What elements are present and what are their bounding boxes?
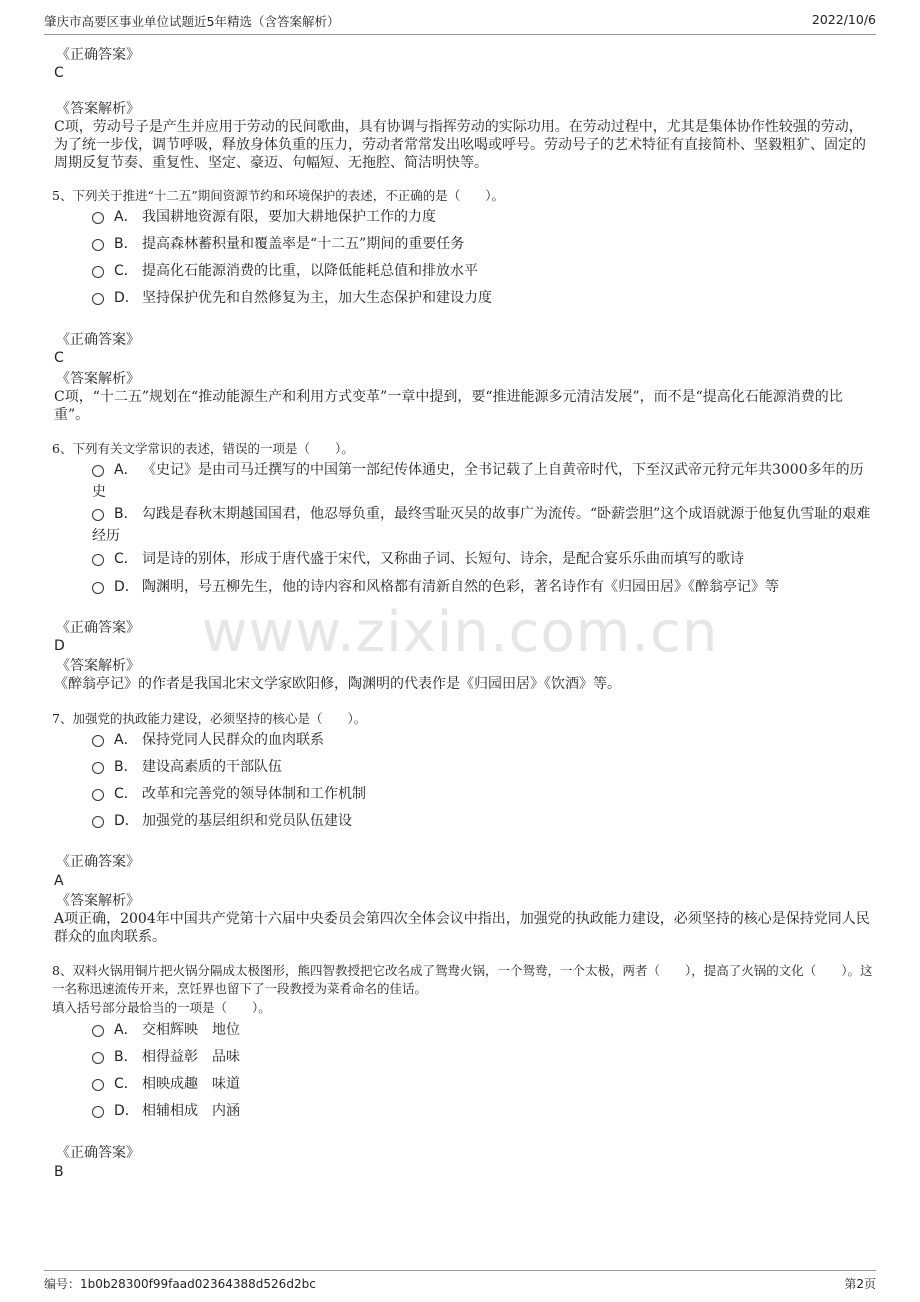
radio-icon[interactable] [92,762,104,774]
radio-icon[interactable] [92,239,104,251]
answer-label: 《正确答案》 [56,854,140,870]
option-b[interactable]: B． 勾践是春秋末期越国国君，他忍辱负重，最终雪耻灭吴的故事广为流传。“卧薪尝胆”这个成语就源于他复仇雪耻的艰难经历 [92,506,871,544]
radio-icon[interactable] [92,554,104,566]
question-stem: 8、双料火锅用铜片把火锅分隔成太极图形，熊四智教授把它改名成了鸳鸯火锅，一个鸳鸯，一个太极，两者（ ），提高了火锅的文化（ ）。这一名称迅速流传开来，烹饪界也留下了一段教授为菜肴命名的佳话。 [52,963,873,996]
radio-icon[interactable] [92,1052,104,1064]
analysis-label: 《答案解析》 [56,371,140,387]
answer-label: 《正确答案》 [56,332,140,348]
question-stem: 7、加强党的执政能力建设，必须坚持的核心是（ ）。 [52,711,367,726]
option-c[interactable]: C． 提高化石能源消费的比重，以降低能耗总值和排放水平 [92,260,876,282]
analysis-text: 《醉翁亭记》的作者是我国北宋文学家欧阳修，陶渊明的代表作是《归园田居》《饮酒》等。 [54,676,621,692]
option-a[interactable]: A． 《史记》是由司马迁撰写的中国第一部纪传体通史，全书记载了上自黄帝时代，下至汉武帝元狩元年共3000多年的历史 [92,462,864,500]
answer-value: B [54,1164,64,1180]
option-a[interactable]: A． 保持党同人民群众的血肉联系 [92,729,876,751]
document-date: 2022/10/6 [811,12,876,27]
analysis-text: C项，劳动号子是产生并应用于劳动的民间歌曲，具有协调与指挥劳动的实际功用。在劳动过程中，尤其是集体协作性较强的劳动，为了统一步伐，调节呼吸，释放身体负重的压力，劳动者常常发出吆喝或呼号。劳动号子的艺术特征有直接简朴、坚毅粗犷、固定的周期反复节奏、重复性、坚定、豪迈、句幅短、无拖腔、简洁明快等。 [54,119,866,171]
answer-label: 《正确答案》 [56,620,140,636]
page-number: 第2页 [844,1277,876,1291]
answer-value: D [54,638,65,654]
radio-icon[interactable] [92,465,104,477]
radio-icon[interactable] [92,735,104,747]
document-code: 编号：1b0b28300f99faad02364388d526d2bc [44,1277,316,1291]
option-a[interactable]: A． 交相辉映 地位 [92,1019,876,1041]
option-b[interactable]: B． 相得益彰 品味 [92,1046,876,1068]
radio-icon[interactable] [92,1025,104,1037]
radio-icon[interactable] [92,293,104,305]
radio-icon[interactable] [92,582,104,594]
answer-label: 《正确答案》 [56,1145,140,1161]
option-c[interactable]: C． 词是诗的别体，形成于唐代盛于宋代，又称曲子词、长短句、诗余，是配合宴乐乐曲而填写的歌诗 [92,548,876,570]
radio-icon[interactable] [92,1106,104,1118]
option-b[interactable]: B． 建设高素质的干部队伍 [92,756,876,778]
radio-icon[interactable] [92,1079,104,1091]
analysis-text: C项，“十二五”规划在“推动能源生产和利用方式变革”一章中提到，要“推进能源多元清洁发展”，而不是“提高化石能源消费的比重”。 [54,389,843,423]
page-footer [44,1270,876,1292]
question-stem: 5、下列关于推进“十二五”期间资源节约和环境保护的表述，不正确的是（ ）。 [52,188,504,203]
radio-icon[interactable] [92,789,104,801]
option-c[interactable]: C． 改革和完善党的领导体制和工作机制 [92,783,876,805]
option-d[interactable]: D． 坚持保护优先和自然修复为主，加大生态保护和建设力度 [92,287,876,309]
page-header [44,12,876,35]
option-b[interactable]: B． 提高森林蓄积量和覆盖率是“十二五”期间的重要任务 [92,233,876,255]
option-c[interactable]: C． 相映成趣 味道 [92,1073,876,1095]
analysis-text: A项正确，2004年中国共产党第十六届中央委员会第四次全体会议中指出，加强党的执政能力建设，必须坚持的核心是保持党同人民群众的血肉联系。 [54,911,870,945]
option-d[interactable]: D． 相辅相成 内涵 [92,1100,876,1122]
analysis-label: 《答案解析》 [56,893,140,909]
watermark: www.zixin.com.cn [201,600,719,665]
answer-value: C [54,65,64,81]
document-title: 肇庆市高要区事业单位试题近5年精选（含答案解析） [44,14,340,29]
radio-icon[interactable] [92,509,104,521]
radio-icon[interactable] [92,266,104,278]
radio-icon[interactable] [92,816,104,828]
option-d[interactable]: D． 加强党的基层组织和党员队伍建设 [92,810,876,832]
radio-icon[interactable] [92,212,104,224]
question-stem: 6、下列有关文学常识的表述，错误的一项是（ ）。 [52,441,354,456]
option-d[interactable]: D． 陶渊明，号五柳先生，他的诗内容和风格都有清新自然的色彩，著名诗作有《归园田居》《醉翁亭记》等 [92,576,876,598]
answer-value: C [54,350,64,366]
question-instruction: 填入括号部分最恰当的一项是（ ）。 [52,1000,271,1015]
answer-value: A [54,873,64,889]
analysis-label: 《答案解析》 [56,658,140,674]
answer-label: 《正确答案》 [56,47,140,63]
analysis-label: 《答案解析》 [56,101,140,117]
option-a[interactable]: A． 我国耕地资源有限，要加大耕地保护工作的力度 [92,206,876,228]
